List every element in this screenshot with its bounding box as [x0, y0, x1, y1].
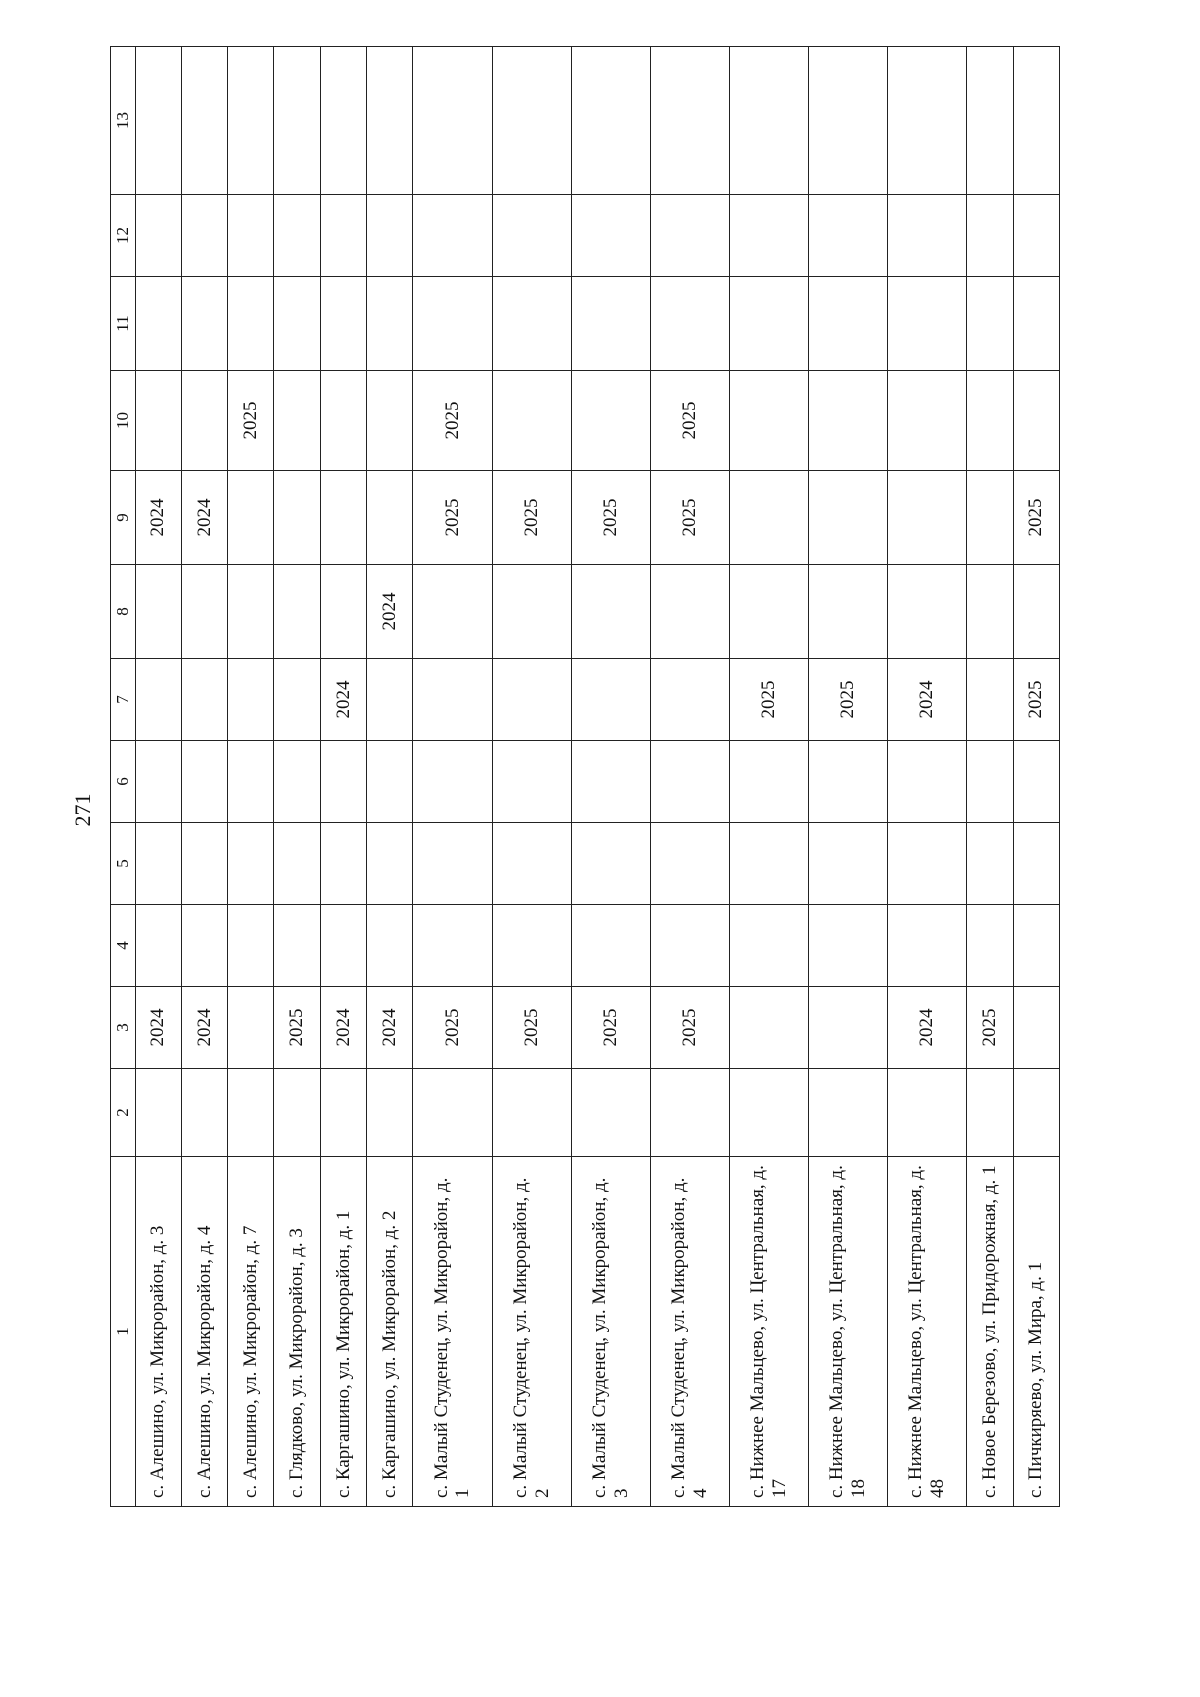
year-cell-col-2	[413, 1069, 492, 1157]
year-cell-col-6	[1013, 741, 1059, 823]
year-cell-col-2	[274, 1069, 320, 1157]
column-header-13: 13	[111, 47, 136, 195]
year-cell-col-3: 2025	[967, 987, 1013, 1069]
year-cell-col-3: 2025	[571, 987, 650, 1069]
year-cell-col-10	[1013, 371, 1059, 471]
column-header-1: 1	[111, 1157, 136, 1507]
year-cell-col-2	[729, 1069, 808, 1157]
year-cell-col-13	[181, 47, 227, 195]
year-cell-col-11	[650, 277, 729, 371]
year-cell-col-11	[492, 277, 571, 371]
year-cell-col-8	[888, 565, 967, 659]
year-cell-col-13	[413, 47, 492, 195]
year-cell-col-8	[729, 565, 808, 659]
year-cell-col-4	[228, 905, 274, 987]
year-cell-col-11	[367, 277, 413, 371]
year-cell-col-6	[320, 741, 366, 823]
year-cell-col-3: 2024	[320, 987, 366, 1069]
year-cell-col-9	[274, 471, 320, 565]
year-cell-col-10: 2025	[650, 371, 729, 471]
year-cell-col-5	[809, 823, 888, 905]
address-cell: с. Малый Студенец, ул. Микрорайон, д. 1	[413, 1157, 492, 1507]
year-cell-col-4	[888, 905, 967, 987]
year-cell-col-8	[650, 565, 729, 659]
year-cell-col-6	[967, 741, 1013, 823]
year-cell-col-6	[650, 741, 729, 823]
year-cell-col-6	[492, 741, 571, 823]
year-cell-col-5	[1013, 823, 1059, 905]
year-cell-col-13	[888, 47, 967, 195]
year-cell-col-8	[492, 565, 571, 659]
year-cell-col-2	[888, 1069, 967, 1157]
year-cell-col-2	[181, 1069, 227, 1157]
address-cell: с. Малый Студенец, ул. Микрорайон, д. 4	[650, 1157, 729, 1507]
year-cell-col-10	[492, 371, 571, 471]
year-cell-col-5	[729, 823, 808, 905]
column-header-10: 10	[111, 371, 136, 471]
year-cell-col-2	[320, 1069, 366, 1157]
year-cell-col-5	[320, 823, 366, 905]
year-cell-col-10	[274, 371, 320, 471]
year-cell-col-5	[135, 823, 181, 905]
year-cell-col-11	[809, 277, 888, 371]
year-cell-col-9	[320, 471, 366, 565]
column-header-5: 5	[111, 823, 136, 905]
year-cell-col-5	[967, 823, 1013, 905]
year-cell-col-4	[274, 905, 320, 987]
year-cell-col-3: 2025	[413, 987, 492, 1069]
table-row	[729, 47, 808, 1507]
year-cell-col-9	[888, 471, 967, 565]
year-cell-col-9	[729, 471, 808, 565]
year-cell-col-3	[809, 987, 888, 1069]
table-row	[135, 47, 181, 1507]
year-cell-col-5	[650, 823, 729, 905]
year-cell-col-4	[367, 905, 413, 987]
year-cell-col-12	[492, 195, 571, 277]
year-cell-col-11	[135, 277, 181, 371]
year-cell-col-12	[650, 195, 729, 277]
address-cell: с. Алешино, ул. Микрорайон, д. 4	[181, 1157, 227, 1507]
year-cell-col-7	[967, 659, 1013, 741]
table-row	[888, 47, 967, 1507]
year-cell-col-2	[492, 1069, 571, 1157]
year-cell-col-9: 2025	[1013, 471, 1059, 565]
table-row	[967, 47, 1013, 1507]
year-cell-col-5	[181, 823, 227, 905]
year-cell-col-9	[367, 471, 413, 565]
year-cell-col-2	[809, 1069, 888, 1157]
year-cell-col-2	[967, 1069, 1013, 1157]
year-cell-col-9: 2025	[650, 471, 729, 565]
year-cell-col-9: 2025	[492, 471, 571, 565]
year-cell-col-10: 2025	[413, 371, 492, 471]
year-cell-col-8	[809, 565, 888, 659]
column-header-2: 2	[111, 1069, 136, 1157]
year-cell-col-4	[809, 905, 888, 987]
year-cell-col-13	[228, 47, 274, 195]
year-cell-col-7	[367, 659, 413, 741]
table-row	[809, 47, 888, 1507]
year-cell-col-10	[571, 371, 650, 471]
year-cell-col-7	[181, 659, 227, 741]
year-cell-col-5	[888, 823, 967, 905]
page-number: 271	[70, 793, 95, 827]
address-cell: с. Каргашино, ул. Микрорайон, д. 1	[320, 1157, 366, 1507]
year-cell-col-7: 2024	[320, 659, 366, 741]
year-cell-col-8	[571, 565, 650, 659]
year-cell-col-11	[228, 277, 274, 371]
year-cell-col-8	[181, 565, 227, 659]
year-cell-col-13	[135, 47, 181, 195]
year-cell-col-12	[413, 195, 492, 277]
year-cell-col-4	[650, 905, 729, 987]
year-cell-col-8: 2024	[367, 565, 413, 659]
year-cell-col-8	[320, 565, 366, 659]
column-header-6: 6	[111, 741, 136, 823]
year-cell-col-3: 2025	[274, 987, 320, 1069]
year-cell-col-10	[135, 371, 181, 471]
year-cell-col-8	[228, 565, 274, 659]
year-cell-col-13	[274, 47, 320, 195]
year-cell-col-3: 2024	[367, 987, 413, 1069]
table-body	[135, 47, 1059, 1507]
year-cell-col-7	[274, 659, 320, 741]
year-cell-col-10	[967, 371, 1013, 471]
year-cell-col-4	[492, 905, 571, 987]
year-cell-col-11	[1013, 277, 1059, 371]
year-cell-col-3: 2025	[650, 987, 729, 1069]
year-cell-col-8	[274, 565, 320, 659]
year-cell-col-13	[571, 47, 650, 195]
year-cell-col-5	[413, 823, 492, 905]
year-cell-col-9: 2024	[181, 471, 227, 565]
year-cell-col-10: 2025	[228, 371, 274, 471]
address-cell: с. Глядково, ул. Микрорайон, д. 3	[274, 1157, 320, 1507]
year-cell-col-7: 2025	[729, 659, 808, 741]
year-cell-col-3: 2024	[888, 987, 967, 1069]
year-cell-col-13	[650, 47, 729, 195]
year-cell-col-10	[367, 371, 413, 471]
year-cell-col-4	[181, 905, 227, 987]
column-header-11: 11	[111, 277, 136, 371]
address-cell: с. Каргашино, ул. Микрорайон, д. 2	[367, 1157, 413, 1507]
year-cell-col-13	[809, 47, 888, 195]
address-cell: с. Алешино, ул. Микрорайон, д. 7	[228, 1157, 274, 1507]
year-cell-col-6	[809, 741, 888, 823]
year-cell-col-4	[967, 905, 1013, 987]
address-cell: с. Малый Студенец, ул. Микрорайон, д. 3	[571, 1157, 650, 1507]
year-cell-col-4	[135, 905, 181, 987]
schedule-table	[110, 46, 1060, 1507]
address-cell: с. Нижнее Мальцево, ул. Центральная, д. 18	[809, 1157, 888, 1507]
year-cell-col-12	[809, 195, 888, 277]
year-cell-col-13	[967, 47, 1013, 195]
year-cell-col-12	[1013, 195, 1059, 277]
year-cell-col-4	[1013, 905, 1059, 987]
year-cell-col-5	[571, 823, 650, 905]
address-cell: с. Пичкиряево, ул. Мира, д. 1	[1013, 1157, 1059, 1507]
year-cell-col-10	[181, 371, 227, 471]
column-header-7: 7	[111, 659, 136, 741]
year-cell-col-6	[135, 741, 181, 823]
year-cell-col-13	[367, 47, 413, 195]
year-cell-col-6	[888, 741, 967, 823]
year-cell-col-8	[413, 565, 492, 659]
year-cell-col-12	[274, 195, 320, 277]
column-header-4: 4	[111, 905, 136, 987]
year-cell-col-5	[274, 823, 320, 905]
year-cell-col-11	[571, 277, 650, 371]
year-cell-col-2	[367, 1069, 413, 1157]
year-cell-col-13	[1013, 47, 1059, 195]
table-row	[650, 47, 729, 1507]
year-cell-col-3	[1013, 987, 1059, 1069]
schedule-table-rotated	[110, 67, 1060, 1507]
year-cell-col-6	[274, 741, 320, 823]
year-cell-col-11	[320, 277, 366, 371]
year-cell-col-3	[729, 987, 808, 1069]
year-cell-col-6	[181, 741, 227, 823]
year-cell-col-2	[135, 1069, 181, 1157]
year-cell-col-10	[888, 371, 967, 471]
address-cell: с. Малый Студенец, ул. Микрорайон, д. 2	[492, 1157, 571, 1507]
year-cell-col-5	[228, 823, 274, 905]
address-cell: с. Алешино, ул. Микрорайон, д. 3	[135, 1157, 181, 1507]
year-cell-col-2	[228, 1069, 274, 1157]
year-cell-col-2	[1013, 1069, 1059, 1157]
year-cell-col-7: 2025	[809, 659, 888, 741]
year-cell-col-9	[809, 471, 888, 565]
year-cell-col-13	[729, 47, 808, 195]
column-header-8: 8	[111, 565, 136, 659]
year-cell-col-7	[135, 659, 181, 741]
year-cell-col-8	[1013, 565, 1059, 659]
table-row	[413, 47, 492, 1507]
year-cell-col-12	[320, 195, 366, 277]
year-cell-col-9	[228, 471, 274, 565]
table-row	[1013, 47, 1059, 1507]
address-cell: с. Нижнее Мальцево, ул. Центральная, д. 48	[888, 1157, 967, 1507]
table-row	[571, 47, 650, 1507]
address-cell: с. Новое Березово, ул. Придорожная, д. 1	[967, 1157, 1013, 1507]
year-cell-col-7	[571, 659, 650, 741]
address-cell: с. Нижнее Мальцево, ул. Центральная, д. 17	[729, 1157, 808, 1507]
year-cell-col-6	[228, 741, 274, 823]
year-cell-col-6	[729, 741, 808, 823]
year-cell-col-7	[650, 659, 729, 741]
year-cell-col-12	[888, 195, 967, 277]
year-cell-col-7: 2025	[1013, 659, 1059, 741]
year-cell-col-3: 2025	[492, 987, 571, 1069]
year-cell-col-12	[135, 195, 181, 277]
table-row	[367, 47, 413, 1507]
year-cell-col-12	[181, 195, 227, 277]
year-cell-col-12	[729, 195, 808, 277]
year-cell-col-11	[413, 277, 492, 371]
header-row	[111, 47, 136, 1507]
column-header-12: 12	[111, 195, 136, 277]
year-cell-col-7	[492, 659, 571, 741]
year-cell-col-4	[571, 905, 650, 987]
year-cell-col-7	[228, 659, 274, 741]
year-cell-col-10	[809, 371, 888, 471]
year-cell-col-11	[181, 277, 227, 371]
year-cell-col-3	[228, 987, 274, 1069]
year-cell-col-11	[274, 277, 320, 371]
table-row	[181, 47, 227, 1507]
year-cell-col-11	[888, 277, 967, 371]
column-header-3: 3	[111, 987, 136, 1069]
year-cell-col-12	[571, 195, 650, 277]
year-cell-col-6	[413, 741, 492, 823]
year-cell-col-6	[571, 741, 650, 823]
year-cell-col-9: 2025	[571, 471, 650, 565]
column-header-9: 9	[111, 471, 136, 565]
year-cell-col-7: 2024	[888, 659, 967, 741]
year-cell-col-2	[571, 1069, 650, 1157]
year-cell-col-13	[320, 47, 366, 195]
year-cell-col-3: 2024	[135, 987, 181, 1069]
schedule-table-container	[110, 67, 1060, 1507]
year-cell-col-5	[367, 823, 413, 905]
year-cell-col-4	[729, 905, 808, 987]
year-cell-col-8	[967, 565, 1013, 659]
year-cell-col-4	[320, 905, 366, 987]
table-row	[228, 47, 274, 1507]
year-cell-col-12	[367, 195, 413, 277]
year-cell-col-9: 2024	[135, 471, 181, 565]
year-cell-col-13	[492, 47, 571, 195]
year-cell-col-12	[228, 195, 274, 277]
year-cell-col-10	[729, 371, 808, 471]
year-cell-col-9	[967, 471, 1013, 565]
year-cell-col-11	[729, 277, 808, 371]
year-cell-col-3: 2024	[181, 987, 227, 1069]
year-cell-col-2	[650, 1069, 729, 1157]
year-cell-col-5	[492, 823, 571, 905]
table-row	[274, 47, 320, 1507]
table-row	[492, 47, 571, 1507]
year-cell-col-4	[413, 905, 492, 987]
year-cell-col-8	[135, 565, 181, 659]
table-row	[320, 47, 366, 1507]
year-cell-col-6	[367, 741, 413, 823]
year-cell-col-9: 2025	[413, 471, 492, 565]
year-cell-col-12	[967, 195, 1013, 277]
year-cell-col-11	[967, 277, 1013, 371]
year-cell-col-7	[413, 659, 492, 741]
year-cell-col-10	[320, 371, 366, 471]
